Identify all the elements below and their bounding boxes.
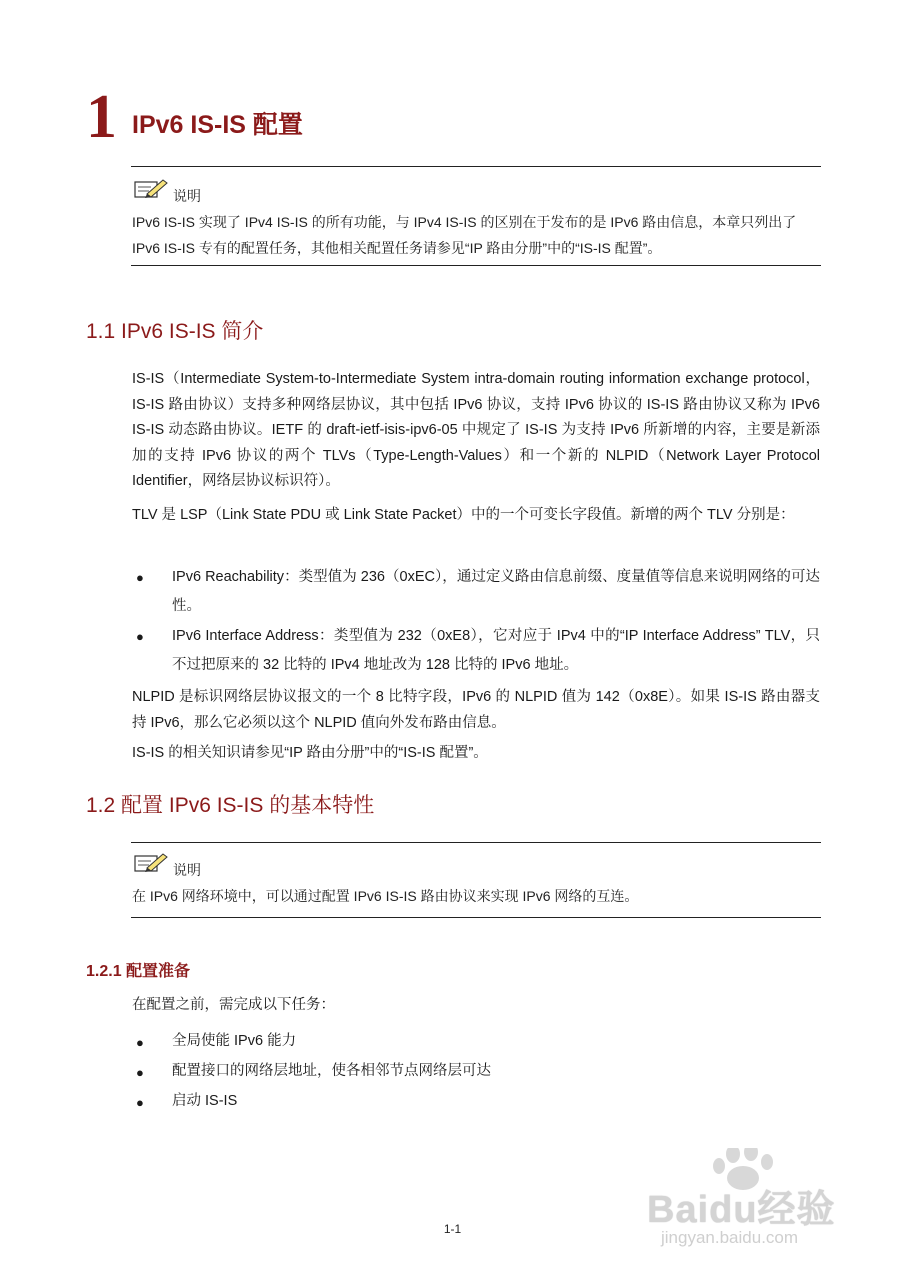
watermark-brand: Baidu经验 (647, 1189, 836, 1231)
note-bottom-rule (131, 265, 821, 266)
page-number: 1-1 (443, 1222, 462, 1236)
list-item: IPv6 Interface Address：类型值为 232（0xE8），它对应于 IPv4 中的“IP Interface Address” TLV，只不过把原来的 32 比特的 IPv4 地址改为 128 比特的 IPv6 地址。 (172, 628, 820, 673)
paragraph-reference: IS-IS 的相关知识请参见“IP 路由分册”中的“IS-IS 配置”。 (132, 745, 488, 761)
chapter-title: IPv6 IS-IS 配置 (132, 111, 303, 139)
note-label: 说明 (173, 188, 201, 204)
note-top-rule (131, 166, 821, 167)
note-label: 说明 (173, 862, 201, 878)
note-text: IPv6 IS-IS 实现了 IPv4 IS-IS 的所有功能，与 IPv4 IS-IS 的区别在于发布的是 IPv6 路由信息，本章只列出了 IPv6 IS-IS 专有的配置任务，其他相关配置任务请参见“IP 路由分册”中的“IS-IS 配置”。 (132, 214, 797, 256)
bullet-dot: ● (136, 1095, 144, 1110)
section-heading-1-1: 1.1 IPv6 IS-IS 简介 (86, 320, 264, 343)
pencil-note-icon (133, 852, 169, 874)
paragraph-nlpid: NLPID 是标识网络层协议报文的一个 8 比特字段，IPv6 的 NLPID 值为 142（0x8E）。如果 IS-IS 路由器支持 IPv6，那么它必须以这个 NLPID 值向外发布路由信息。 (132, 689, 820, 731)
bullet-dot: ● (136, 629, 144, 644)
paragraph-isis-intro: IS-IS（Intermediate System-to-Intermediate System intra-domain routing information exchange protocol，IS-IS 路由协议）支持多种网络层协议，其中包括 IPv6 协议，支持 IPv6 协议的 IS-IS 路由协议又称为 IPv6 IS-IS 动态路由协议。IETF 的 draft-ietf-isis-ipv6-05 中规定了 IS-IS 为支持 IPv6 所新增的内容，主要是新添加的支持 IPv6 协议的两个 TLVs（Type-Length-Values）和一个新的 NLPID（Network Layer Protocol Identifier，网络层协议标识符）。 (132, 371, 820, 489)
list-item: 全局使能 IPv6 能力 (172, 1033, 297, 1049)
paragraph-tlv: TLV 是 LSP（Link State PDU 或 Link State Packet）中的一个可变长字段值。新增的两个 TLV 分别是： (132, 507, 795, 523)
section-heading-1-2-1: 1.2.1 配置准备 (86, 963, 191, 980)
bullet-dot: ● (136, 1065, 144, 1080)
paragraph-prereq-intro: 在配置之前，需完成以下任务： (132, 997, 335, 1013)
list-item: 启动 IS-IS (172, 1093, 238, 1109)
baidu-watermark (647, 1148, 847, 1258)
list-item: IPv6 Reachability：类型值为 236（0xEC），通过定义路由信息前缀、度量值等信息来说明网络的可达性。 (172, 569, 820, 614)
pencil-note-icon (133, 178, 169, 200)
bullet-dot: ● (136, 570, 144, 585)
bullet-dot: ● (136, 1035, 144, 1050)
note-bottom-rule (131, 917, 821, 918)
section-heading-1-2: 1.2 配置 IPv6 IS-IS 的基本特性 (86, 794, 375, 817)
note-text: 在 IPv6 网络环境中，可以通过配置 IPv6 IS-IS 路由协议来实现 IPv6 网络的互连。 (132, 888, 639, 904)
chapter-number: 1 (86, 83, 117, 151)
list-item: 配置接口的网络层地址，使各相邻节点网络层可达 (172, 1063, 491, 1079)
watermark-url: jingyan.baidu.com (661, 1228, 799, 1247)
note-top-rule (131, 842, 821, 843)
